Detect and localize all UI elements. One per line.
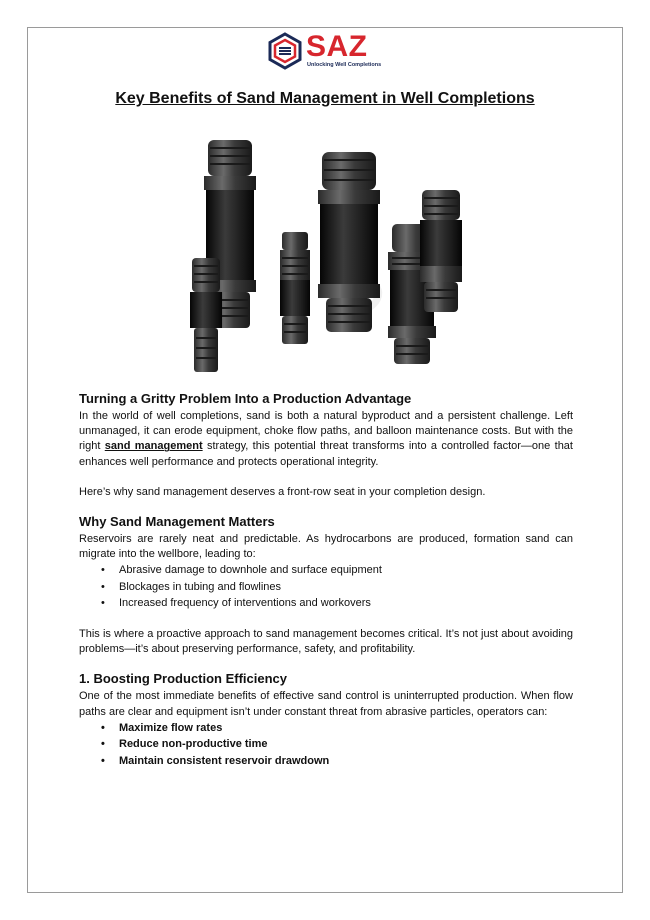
list-item: • Maximize flow rates bbox=[119, 720, 573, 737]
intro-heading: Turning a Gritty Problem Into a Production Advantage bbox=[79, 391, 412, 406]
intro-text-before: In the world of well completions, sand is both a natural byproduct and a persistent challenge. Left unmanaged, it can erode equipment, choke flow paths, and balloon maintenance costs. But with the right bbox=[79, 410, 573, 453]
list-item: • Blockages in tubing and flowlines bbox=[119, 579, 573, 596]
why-conclusion: This is where a proactive approach to sand management becomes critical. It’s not just about avoiding problems—it’s about preserving performance, safety, and profitability. bbox=[79, 627, 573, 656]
logo-wordmark: SAZ bbox=[306, 30, 368, 63]
why-heading: Why Sand Management Matters bbox=[79, 514, 275, 530]
boost-heading: 1. Boosting Production Efficiency bbox=[79, 671, 288, 687]
boost-paragraph: One of the most immediate benefits of effective sand control is uninterrupted production. When flow paths are clear and equipment isn’t under constant threat from abrasive particles, operators can: bbox=[79, 690, 573, 718]
list-item: • Maintain consistent reservoir drawdown bbox=[119, 753, 573, 770]
boost-bullet-list bbox=[79, 720, 573, 770]
intro-text-after: strategy, this potential threat transforms into a controlled factor—one that enhances well performance and protects operational integrity. bbox=[79, 440, 573, 468]
list-item: • Increased frequency of interventions and workovers bbox=[119, 595, 573, 612]
why-paragraph: Reservoirs are rarely neat and predictable. As hydrocarbons are produced, formation sand can migrate into the wellbore, leading to: bbox=[79, 533, 573, 561]
article-body bbox=[79, 390, 573, 769]
list-item: • Abrasive damage to downhole and surface equipment bbox=[119, 562, 573, 579]
page-title: Key Benefits of Sand Management in Well Completions bbox=[115, 90, 535, 107]
sand-control-tools-image bbox=[180, 128, 470, 390]
list-item: • Reduce non-productive time bbox=[119, 736, 573, 753]
sand-management-link[interactable]: sand management bbox=[104, 440, 203, 453]
intro-paragraph bbox=[79, 409, 573, 470]
saz-hexagon-icon bbox=[266, 32, 304, 70]
intro-note: Here’s why sand management deserves a front-row seat in your completion design. bbox=[79, 485, 486, 498]
logo-tagline: Unlocking Well Completions bbox=[307, 62, 382, 68]
saz-logo bbox=[266, 32, 384, 70]
why-bullet-list bbox=[79, 562, 573, 612]
